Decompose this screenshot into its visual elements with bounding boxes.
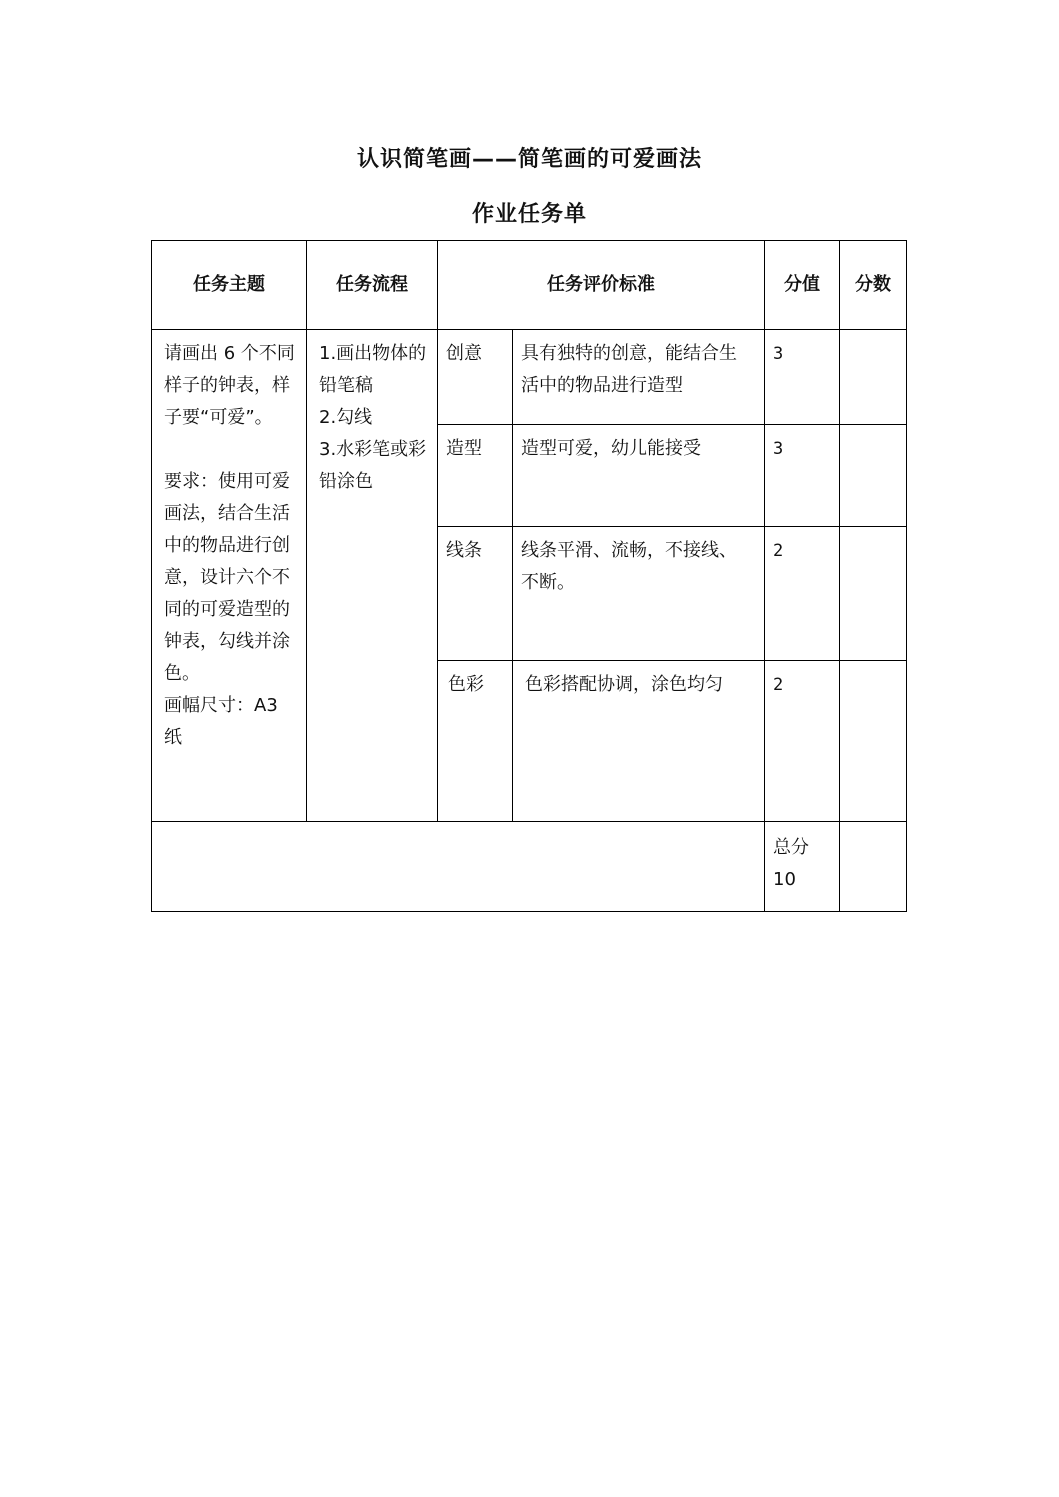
total-cell xyxy=(765,822,840,912)
score-cell xyxy=(840,661,907,822)
criterion-cell xyxy=(513,527,765,661)
total-blank-cell xyxy=(152,822,765,912)
criterion-text: 色彩搭配协调，涂色均匀 xyxy=(525,674,723,695)
header-criteria: 任务评价标准 xyxy=(438,241,765,330)
header-points: 分值 xyxy=(765,241,840,330)
points-text: 3 xyxy=(773,344,784,364)
category-cell xyxy=(438,661,513,822)
criterion-text: 造型可爱，幼儿能接受 xyxy=(521,438,701,459)
points-text: 2 xyxy=(773,675,784,695)
header-theme: 任务主题 xyxy=(152,241,307,330)
category-text: 创意 xyxy=(446,343,482,364)
points-cell xyxy=(765,661,840,822)
document-title: 认识简笔画——简笔画的可爱画法 xyxy=(356,147,702,172)
document-subtitle: 作业任务单 xyxy=(471,202,587,227)
total-score-cell xyxy=(840,822,907,912)
header-row xyxy=(152,241,907,330)
criterion-cell xyxy=(513,330,765,425)
points-cell xyxy=(765,527,840,661)
category-text: 线条 xyxy=(446,540,482,561)
criterion-text: 具有独特的创意，能结合生活中的物品进行造型 xyxy=(521,343,737,396)
header-process: 任务流程 xyxy=(307,241,438,330)
theme-cell xyxy=(152,330,307,822)
total-label: 总分 xyxy=(773,837,809,858)
category-cell xyxy=(438,425,513,527)
points-text: 2 xyxy=(773,541,784,561)
score-cell xyxy=(840,330,907,425)
total-row xyxy=(152,822,907,912)
category-cell xyxy=(438,330,513,425)
criteria-row xyxy=(152,330,907,425)
category-cell xyxy=(438,527,513,661)
process-cell xyxy=(307,330,438,822)
total-value: 10 xyxy=(773,869,796,890)
points-cell xyxy=(765,425,840,527)
points-text: 3 xyxy=(773,439,784,459)
header-score: 分数 xyxy=(840,241,907,330)
points-cell xyxy=(765,330,840,425)
category-text: 色彩 xyxy=(448,674,484,695)
task-table xyxy=(151,240,907,912)
criterion-cell xyxy=(513,661,765,822)
process-text: 1.画出物体的铅笔稿 2.勾线 3.水彩笔或彩铅涂色 xyxy=(319,343,427,492)
category-text: 造型 xyxy=(446,438,482,459)
criterion-text: 线条平滑、流畅，不接线、不断。 xyxy=(521,540,737,593)
criterion-cell xyxy=(513,425,765,527)
score-cell xyxy=(840,425,907,527)
score-cell xyxy=(840,527,907,661)
theme-text: 请画出 6 个不同样子的钟表，样子要“可爱”。 要求：使用可爱画法，结合生活中的物品进行创意，设计六个不同的可爱造型的钟表，勾线并涂色。 画幅尺寸：A3 纸 xyxy=(164,343,295,748)
